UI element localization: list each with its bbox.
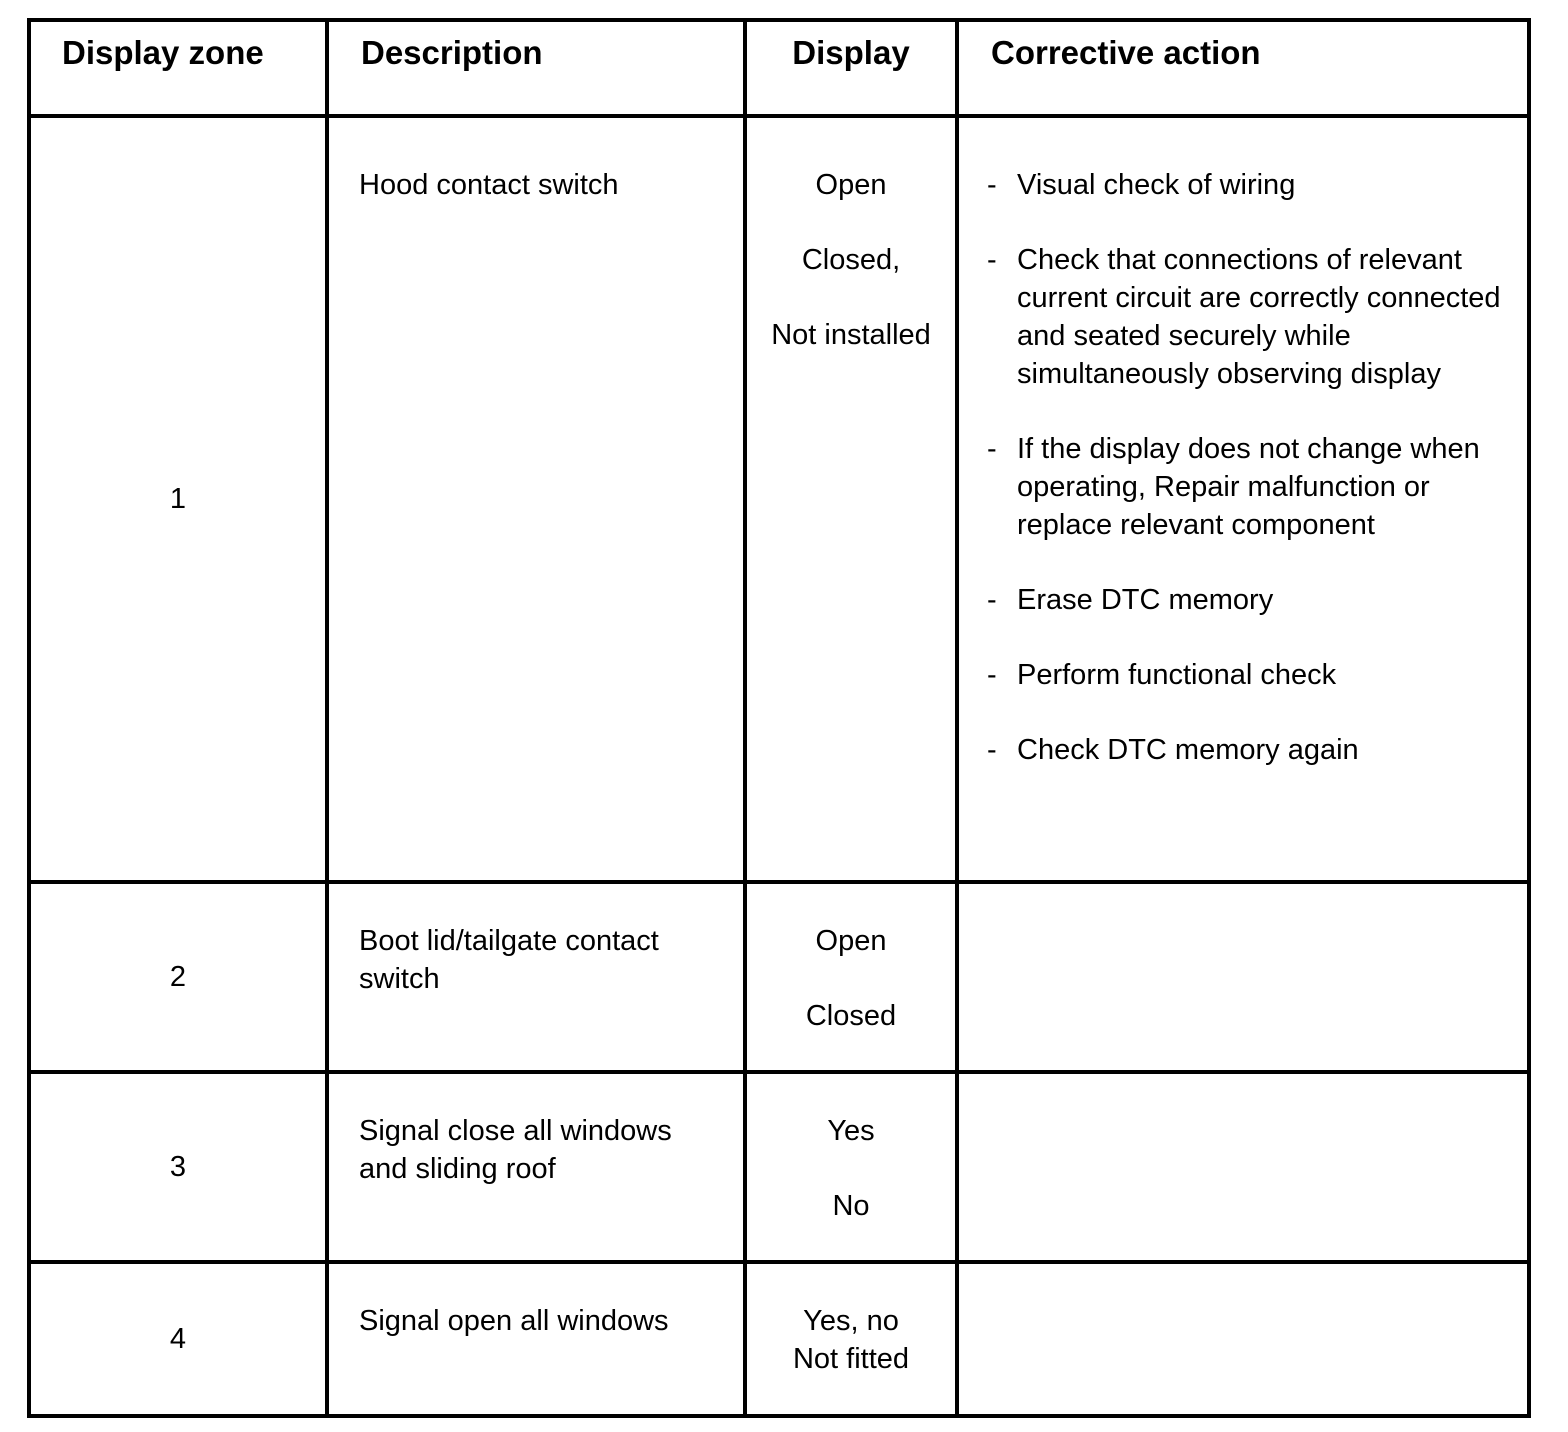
header-display: Display bbox=[745, 20, 957, 116]
list-item: - Visual check of wiring bbox=[987, 166, 1509, 204]
display-value: Not installed bbox=[771, 319, 931, 351]
display-cell bbox=[745, 1262, 957, 1416]
header-row bbox=[29, 20, 1529, 116]
table-row bbox=[29, 1262, 1529, 1416]
display-value: No bbox=[832, 1190, 870, 1222]
zone-number: 1 bbox=[169, 482, 187, 515]
description-cell bbox=[327, 882, 745, 1072]
display-cell bbox=[745, 1072, 957, 1262]
bullet-dash: - bbox=[987, 169, 997, 201]
bullet-dash: - bbox=[987, 433, 997, 465]
description-text: Signal close all windows and sliding roof bbox=[359, 1115, 672, 1185]
bullet-dash: - bbox=[987, 244, 997, 276]
zone-number: 2 bbox=[169, 960, 187, 993]
corrective-action-cell bbox=[957, 882, 1529, 1072]
zone-number: 4 bbox=[169, 1322, 187, 1355]
zone-cell bbox=[29, 882, 327, 1072]
header-description: Description bbox=[327, 20, 745, 116]
display-cell bbox=[745, 882, 957, 1072]
diagnostic-table bbox=[27, 18, 1531, 1418]
header-corrective-action: Corrective action bbox=[957, 20, 1529, 116]
bullet-dash: - bbox=[987, 584, 997, 616]
list-item: - Erase DTC memory bbox=[987, 581, 1509, 619]
list-item: - If the display does not change when operating, Repair malfunction or replace relevant component bbox=[987, 430, 1509, 544]
list-item: - Perform functional check bbox=[987, 656, 1509, 694]
corrective-action-cell bbox=[957, 1262, 1529, 1416]
display-value: Closed bbox=[805, 1000, 897, 1032]
display-cell bbox=[745, 116, 957, 882]
bullet-dash: - bbox=[987, 659, 997, 691]
description-text: Hood contact switch bbox=[359, 169, 619, 201]
list-item: - Check that connections of relevant current circuit are correctly connected and seated securely while simultaneously observing display bbox=[987, 241, 1509, 393]
table-row bbox=[29, 116, 1529, 882]
bullet-dash: - bbox=[987, 734, 997, 766]
zone-cell bbox=[29, 116, 327, 882]
display-value: Not fitted bbox=[792, 1343, 910, 1375]
description-cell bbox=[327, 1072, 745, 1262]
description-text: Boot lid/tailgate contact switch bbox=[359, 925, 659, 995]
description-cell bbox=[327, 116, 745, 882]
zone-cell bbox=[29, 1072, 327, 1262]
zone-cell bbox=[29, 1262, 327, 1416]
zone-number: 3 bbox=[169, 1150, 187, 1183]
description-cell bbox=[327, 1262, 745, 1416]
list-item: - Check DTC memory again bbox=[987, 731, 1509, 769]
display-value: Closed, bbox=[801, 244, 901, 276]
corrective-action-list bbox=[987, 166, 1509, 769]
corrective-action-cell bbox=[957, 116, 1529, 882]
table-row bbox=[29, 1072, 1529, 1262]
description-text: Signal open all windows bbox=[359, 1305, 669, 1337]
corrective-action-cell bbox=[957, 1072, 1529, 1262]
table-row bbox=[29, 882, 1529, 1072]
display-value: Open bbox=[815, 169, 887, 201]
header-display-zone: Display zone bbox=[29, 20, 327, 116]
display-value: Open bbox=[815, 925, 887, 957]
display-value: Yes, no bbox=[803, 1305, 899, 1337]
display-value: Yes bbox=[827, 1115, 875, 1147]
